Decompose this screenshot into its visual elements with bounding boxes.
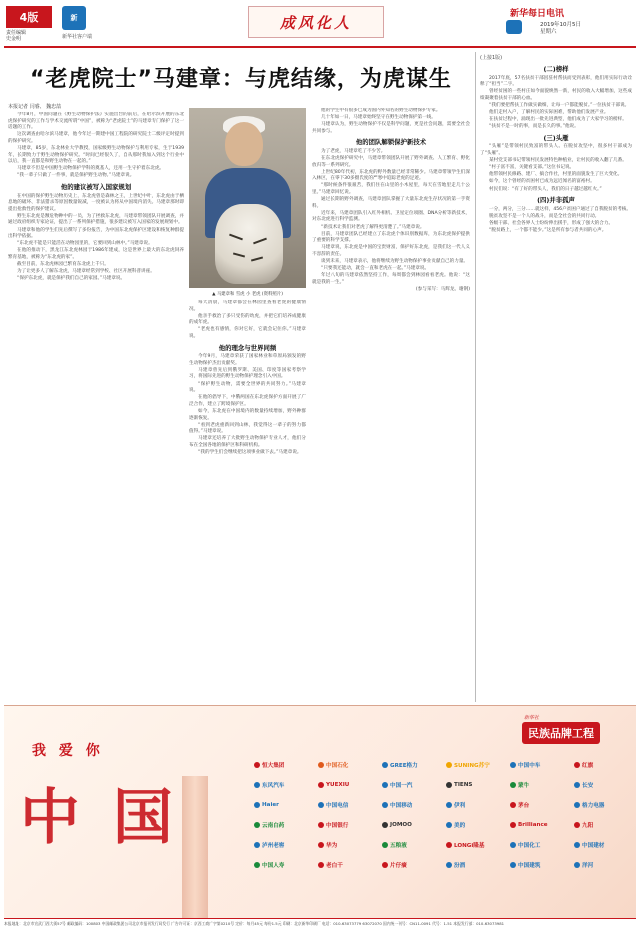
brand-logo: [574, 818, 634, 832]
paragraph: 谈到未来，马建章表示，他将继续为野生动物保护事业贡献自己的力量。: [321, 258, 469, 264]
column-banner: [248, 6, 384, 38]
paragraph: 通过长期的野外调查，马建章团队掌握了大量东北虎生存状况的第一手资料。: [312, 197, 470, 209]
paragraph: 截至目前，东北虎林园已繁育东北虎上千只。: [17, 261, 109, 267]
brand-logo: [446, 858, 506, 872]
brand-name: 九阳: [582, 823, 594, 829]
brand-mark-icon: [318, 842, 324, 848]
masthead-rule: [4, 46, 636, 48]
brand-mark-icon: [574, 822, 580, 828]
section-subhead: (四)并非孤声: [537, 196, 575, 205]
paragraph: “头雁”是带领村民致富的带头人。在脱贫攻坚中，很多村干部成为了“头雁”。: [480, 144, 632, 157]
brand-mark-icon: [254, 842, 260, 848]
brand-logo: [446, 818, 506, 832]
xinhua-client-label: 新华社客户端: [62, 34, 93, 40]
page-number-badge: 4版: [6, 6, 52, 28]
brand-mark-icon: [510, 822, 516, 828]
brand-name: 片仔癀: [390, 863, 407, 869]
brand-mark-icon: [446, 842, 452, 848]
brand-name: TIENS: [454, 782, 473, 788]
brand-logo: [254, 798, 314, 812]
brand-logo: [254, 838, 314, 852]
brand-logo: [382, 758, 442, 772]
paragraph: 2017年底，57名扶贫干部因驻村帮扶而受到表彰，他们用实际行动诠释了“担当”二字。: [480, 75, 632, 88]
section-subhead: 他的团队解锁保护新技术: [355, 138, 427, 147]
column-3-body: [312, 149, 470, 286]
brand-mark-icon: [574, 762, 580, 768]
paragraph: 为了让更多人了解东北虎，马建章经常到学校、社区开展科普讲座。: [17, 269, 155, 275]
brand-name: 中国移动: [390, 803, 413, 809]
article-column-2: [189, 300, 306, 702]
paragraph: 野生东北虎是濒危物种中的一员，为了拯救东北虎，马建章带领团队开展调查，并通过政府组织专家论证，提出了一系列保护措施，很多建议被写入国家的发展规划中。: [8, 213, 184, 226]
brand-name: SUNING苏宁: [454, 763, 490, 769]
editor-label: 责任编辑: [6, 30, 27, 36]
column-title: 成风化人: [279, 13, 352, 32]
paragraph: 他的学生中有很多已成为国内外知名的野生动物保护专家。: [321, 108, 441, 113]
paragraph: 马建章和他的学生们先后撰写了多份报告，为中国东北虎保护区建设和恢复种群提出科学依据。: [8, 227, 184, 240]
paragraph: “只要我还能动，就会一直和老虎在一起。”马建章说。: [321, 266, 430, 272]
brand-project-advertisement: [4, 705, 636, 918]
brand-logo-grid: [254, 758, 634, 872]
paragraph: 马建章还培养了大批野生动物保护专业人才，他们分布在全国各地的保护区和科研机构。: [189, 436, 306, 448]
brand-name: 中国中车: [518, 763, 541, 769]
brand-logo: [318, 818, 378, 832]
brand-mark-icon: [382, 862, 388, 868]
brand-name: 中国建筑: [518, 863, 541, 869]
ad-title: 中 国: [20, 783, 179, 853]
article-column-1: [8, 112, 184, 702]
brand-name: 中国人寿: [262, 863, 285, 869]
brand-name: 东风汽车: [262, 783, 285, 789]
article-headline: “老虎院士”马建章：与虎结缘，为虎谋生: [30, 67, 452, 92]
brand-logo: [446, 758, 506, 772]
issue-weekday: 星期六: [540, 29, 557, 35]
brand-mark-icon: [254, 802, 260, 808]
paragraph: “我们要把帮扶工作做实做细，让每一户都能脱贫。”一位扶贫干部说。: [489, 102, 630, 108]
brand-logo: [254, 758, 314, 772]
paragraph: 今年8月，中国问题在《野生动物保护法》实施出台的前后，在哈尔滨开展的东北虎保护研究的工作与学术交流所谓“中国”，被称为“老虎院士”的马建章专门保护了这一话题的工作。: [8, 112, 184, 131]
brand-name: 中国一汽: [390, 783, 413, 789]
paragraph: 几十年如一日，马建章始终坚守在野生动物保护第一线。: [321, 115, 436, 121]
photo-white-tiger: [215, 204, 283, 284]
paragraph: 目前，马建章团队已经建立了东北虎个体识别数据库，为东北虎保护提供了重要的科学支撑。: [312, 231, 470, 244]
brand-logo: [446, 838, 506, 852]
paragraph: “扶贫不是一时的事，而是长久的事。”他说。: [489, 124, 579, 130]
brand-logo: [574, 858, 634, 872]
brand-name: 中国电信: [326, 803, 349, 809]
paragraph: 马建章曾先后到俄罗斯、美国、印度等国家考察学习，将国际先进的野生动物保护理念引入中国。: [189, 367, 306, 380]
issue-date: [540, 22, 581, 36]
brand-logo: [254, 858, 314, 872]
paragraph: “东北虎不能是只能活在动物园里的，它要回到山林中。”马建章说。: [17, 241, 153, 247]
paragraph: 在东北虎保护研究中，马建章带领团队开展了野外调查、人工繁育、野化放归等一系列研究。: [312, 156, 470, 168]
section-subhead: 他的建议被写入国家规划: [60, 182, 132, 191]
paragraph: 马建章说，东北虎是中国的宝贵财富，保护好东北虎，是我们这一代人义不容辞的责任。: [312, 245, 470, 257]
brand-name: 蒙牛: [518, 783, 530, 789]
brand-logo: [382, 818, 442, 832]
brand-name: 中国建材: [582, 843, 605, 849]
brand-name: 美的: [454, 823, 466, 829]
paragraph: 马建章，85岁，东北林业大学教授，国家级野生动物保护与利用专家，生于1939年，长期致力于野生动物保护研究。“时间已经很久了，自从那时我加入到这个行业中以后，我一直都是和野生动物在一起的。”: [8, 145, 184, 165]
brand-mark-icon: [318, 802, 324, 808]
brand-name: 泸州老窖: [262, 843, 285, 849]
paragraph: 上世纪80年代初，东北虎的野外数量已经非常稀少。马建章带领学生们深入林区，在零下30多摄氏度的严寒中追踪老虎的足迹。: [312, 169, 470, 182]
brand-mark-icon: [574, 782, 580, 788]
paragraph: 近年来，马建章团队引入红外相机、卫星定位项圈、DNA分析等新技术，对东北虎进行科学监测。: [312, 210, 470, 223]
brand-mark-icon: [382, 822, 388, 828]
brand-mark-icon: [574, 802, 580, 808]
brand-mark-icon: [254, 822, 260, 828]
brand-name: 汾酒: [454, 863, 466, 869]
brand-mark-icon: [510, 782, 516, 788]
tower-decoration-icon: [182, 776, 208, 918]
brand-mark-icon: [574, 842, 580, 848]
brand-name: 云南白药: [262, 823, 285, 829]
brand-name: 中国银行: [326, 823, 349, 829]
brand-name: 五粮液: [390, 843, 407, 849]
column-1-intro: [8, 112, 184, 180]
column-2-intro: [189, 300, 306, 341]
brand-logo: [446, 778, 506, 792]
brand-logo: [510, 858, 570, 872]
right-article: [480, 62, 632, 702]
paragraph: 年过八旬的马建章依然坚持工作，每周都会到林园看看老虎。他说：“这就是我的一生。”: [312, 273, 470, 285]
brand-name: LONGi隆基: [454, 843, 485, 849]
brand-name: 华为: [326, 843, 338, 849]
brand-name: 红旗: [582, 763, 594, 769]
brand-logo: [382, 798, 442, 812]
brand-logo: [254, 818, 314, 832]
paragraph: “保护东北虎，就是保护我们自己的家园。”马建章说。: [17, 276, 126, 282]
brand-mark-icon: [446, 862, 452, 868]
column-1-body: [8, 194, 184, 283]
paragraph: 一分，两分，三分……就这样，456户贫困户通过了自我脱贫的考核。: [489, 206, 631, 212]
paragraph: “老虎也有感情，你对它好，它就会记住你。”马建章说。: [189, 327, 306, 339]
paragraph: 如今，东北虎在中国境内的数量持续增加，野外种群逐渐恢复。: [189, 408, 306, 421]
brand-logo: [574, 778, 634, 792]
paragraph: “看到老虎重新回到山林，我觉得这一辈子的努力都值得。”马建章说。: [189, 422, 306, 435]
brand-mark-icon: [446, 782, 452, 788]
paragraph: 如今，这个曾经的贫困村已成为远近闻名的富裕村。: [489, 179, 595, 185]
brand-mark-icon: [318, 862, 324, 868]
brand-name: 长安: [582, 783, 594, 789]
ad-project-title: 民族品牌工程: [522, 722, 600, 744]
paragraph: 今年9月，马建章荣获了国家林业和草原局颁发的野生动物保护杰出贡献奖。: [189, 354, 306, 366]
newspaper-logo-icon: [506, 20, 522, 34]
brand-logo: [510, 798, 570, 812]
brand-name: JOMOO: [390, 822, 412, 828]
paragraph: “新技术让我们对老虎了解得更清楚了。”马建章说。: [321, 224, 425, 230]
brand-logo: [318, 758, 378, 772]
brand-logo: [318, 778, 378, 792]
brand-mark-icon: [382, 842, 388, 848]
paragraph: 在中国的保护野生动物历史上，东北虎曾是森林之王，上世纪中叶，东北虎由于栖息地的破坏、非法猎杀等原因数量锐减，一度被认为将从中国境内消失。马建章那时即提出抢救性的保护建议。: [8, 193, 184, 212]
issue-date-line: 2019年10月5日: [540, 22, 581, 28]
newspaper-brand: 新华每日电讯: [510, 9, 565, 19]
brand-name: 恒大集团: [262, 763, 285, 769]
editor-name: 史金明: [6, 36, 22, 42]
paragraph: 每天清晨，马建章都会在林园里查看老虎的健康情况。: [189, 300, 306, 312]
brand-name: Haier: [262, 802, 279, 808]
brand-mark-icon: [510, 862, 516, 868]
brand-logo: [574, 838, 634, 852]
paragraph: “那时候条件很艰苦，我们住在山里的小木屋里，每天在雪地里走几十公里。”马建章回忆说。: [312, 183, 470, 196]
brand-name: 洋河: [582, 863, 594, 869]
brand-logo: [574, 758, 634, 772]
brand-logo: [510, 758, 570, 772]
paragraph: “我的学生们会继续把这项事业做下去。”马建章说。: [198, 449, 302, 455]
paragraph: 曾经贫困的一些村庄如今面貌焕然一新，村民的收入大幅增加，这些成绩凝聚着扶贫干部的心血。: [480, 89, 632, 101]
brand-mark-icon: [510, 842, 516, 848]
brand-name: 中国化工: [518, 843, 541, 849]
xinhua-client-logo-icon: 新: [62, 6, 86, 30]
photo-figure-face: [225, 122, 263, 166]
contributors-note: (参与采写：马辉龙、谢钢): [415, 286, 470, 292]
paragraph: 某村党支部书记带领村民发展特色种植业，让村民的收入翻了几番。: [489, 158, 627, 164]
brand-logo: [382, 858, 442, 872]
masthead: [0, 0, 640, 46]
brand-mark-icon: [382, 762, 388, 768]
brand-mark-icon: [446, 802, 452, 808]
brand-mark-icon: [254, 862, 260, 868]
paragraph: “保护野生动物，需要全世界的共同努力。”马建章说。: [189, 381, 306, 394]
brand-logo: [382, 838, 442, 852]
continued-from-label: (上接1版): [480, 55, 503, 61]
column-divider: [475, 52, 476, 702]
paragraph: 他亲手救治了多只受伤的幼虎，并把它们培养成健康的成年虎。: [189, 313, 306, 326]
page-footer: 本报地址：北京市宣武门西大街57号 邮政编码：100803 中国邮政集团公司北京市报刊发行局发行 广告许可证：京西工商广字第0210号 定价：每月45元 每份1.5元 印刷：北京新华印刷厂 电话：010-63073779 63072070 国内统一刊号：CN11-0091 代号：1-51 本报发行部：010-63073981: [4, 918, 636, 927]
paragraph: 为了老虎，马建章吃了不少苦。: [321, 148, 386, 154]
paragraph: 在他的倡导下，中俄两国在东北虎保护方面开展了广泛合作，建立了跨境保护区。: [189, 395, 306, 407]
brand-mark-icon: [510, 762, 516, 768]
brand-mark-icon: [446, 822, 452, 828]
brand-logo: [574, 798, 634, 812]
brand-mark-icon: [382, 782, 388, 788]
paragraph: 在扶贫过程中，涌现出一批先进典型，他们成为了大家学习的榜样。: [489, 117, 627, 123]
brand-mark-icon: [318, 782, 324, 788]
article-column-3: [312, 108, 470, 702]
brand-mark-icon: [574, 862, 580, 868]
paragraph: “村子富不富，关键看支部。”这位书记说。: [489, 165, 575, 171]
brand-name: Brilliance: [518, 822, 548, 828]
brand-logo: [318, 858, 378, 872]
paragraph: 各级干部、社会各界人士纷纷伸出援手，形成了强大的合力。: [489, 220, 614, 226]
brand-logo: [254, 778, 314, 792]
paragraph: 村民们说：“有了好的带头人，我们的日子越过越红火。”: [489, 186, 602, 192]
editor-info: [6, 30, 26, 42]
paragraph: 他带领村民修路、建厂、搞合作社，村里的面貌发生了巨大变化。: [489, 172, 623, 178]
brand-name: YUEXIU: [326, 782, 350, 788]
paragraph: 在他的推动下，黑龙江东北虎林园于1986年建成，这是世界上最大的东北虎饲养繁育基地，被称为“东北虎的家”。: [8, 248, 184, 260]
ma-jianzhang-with-tiger-photo: [189, 108, 306, 288]
paragraph: 脱贫攻坚不是一个人的战斗，而是全社会的共同行动。: [489, 213, 600, 219]
brand-mark-icon: [382, 802, 388, 808]
brand-mark-icon: [254, 782, 260, 788]
paragraph: “脱贫路上，一个都不能少。”这是所有参与者共同的心声。: [489, 227, 607, 233]
brand-logo: [382, 778, 442, 792]
brand-logo: [446, 798, 506, 812]
brand-mark-icon: [446, 762, 452, 768]
brand-mark-icon: [254, 762, 260, 768]
brand-logo: [318, 798, 378, 812]
brand-mark-icon: [318, 822, 324, 828]
brand-logo: [510, 838, 570, 852]
ad-publisher: 新华社: [524, 715, 540, 721]
brand-logo: [318, 838, 378, 852]
paragraph: 马建章不但是中国野生动物保护学科的奠基人，还用一生守护着东北虎。: [17, 166, 165, 172]
brand-name: 伊利: [454, 803, 466, 809]
paragraph: 这次调查由哈尔滨马建章，他今年过一期建中国工程院的研究院士二级评定时提到的保护研究。: [8, 132, 184, 144]
section-subhead: (二)榜样: [543, 65, 569, 73]
section-subhead: 他的理念与世界同频: [218, 343, 277, 352]
brand-name: 老白干: [326, 863, 343, 869]
brand-mark-icon: [510, 802, 516, 808]
brand-logo: [510, 818, 570, 832]
paragraph: 他们走村入户，了解村民的实际困难，帮助他们发展产业。: [489, 110, 609, 116]
brand-mark-icon: [318, 762, 324, 768]
brand-name: 格力电器: [582, 803, 605, 809]
article-byline: 本报记者 闫睿、 魏忠喆: [8, 104, 62, 110]
brand-name: GREE格力: [390, 763, 418, 769]
brand-name: 茅台: [518, 803, 530, 809]
column-2-body: [189, 354, 306, 456]
ad-slogan: 我 爱 你: [32, 743, 104, 759]
photo-caption: ▲ 马建章和 雪虎 小 老虎 (资料照片): [212, 292, 283, 297]
paragraph: 马建章认为，野生动物保护不仅是科学问题，更是社会问题，需要全社会共同参与。: [312, 122, 470, 134]
brand-logo: [510, 778, 570, 792]
column-3-intro: [312, 108, 470, 135]
paragraph: “我一辈子只做了一件事，就是保护野生动物。”马建章说。: [17, 173, 135, 179]
brand-name: 中国石化: [326, 763, 349, 769]
section-subhead: (三)头雁: [543, 133, 569, 142]
